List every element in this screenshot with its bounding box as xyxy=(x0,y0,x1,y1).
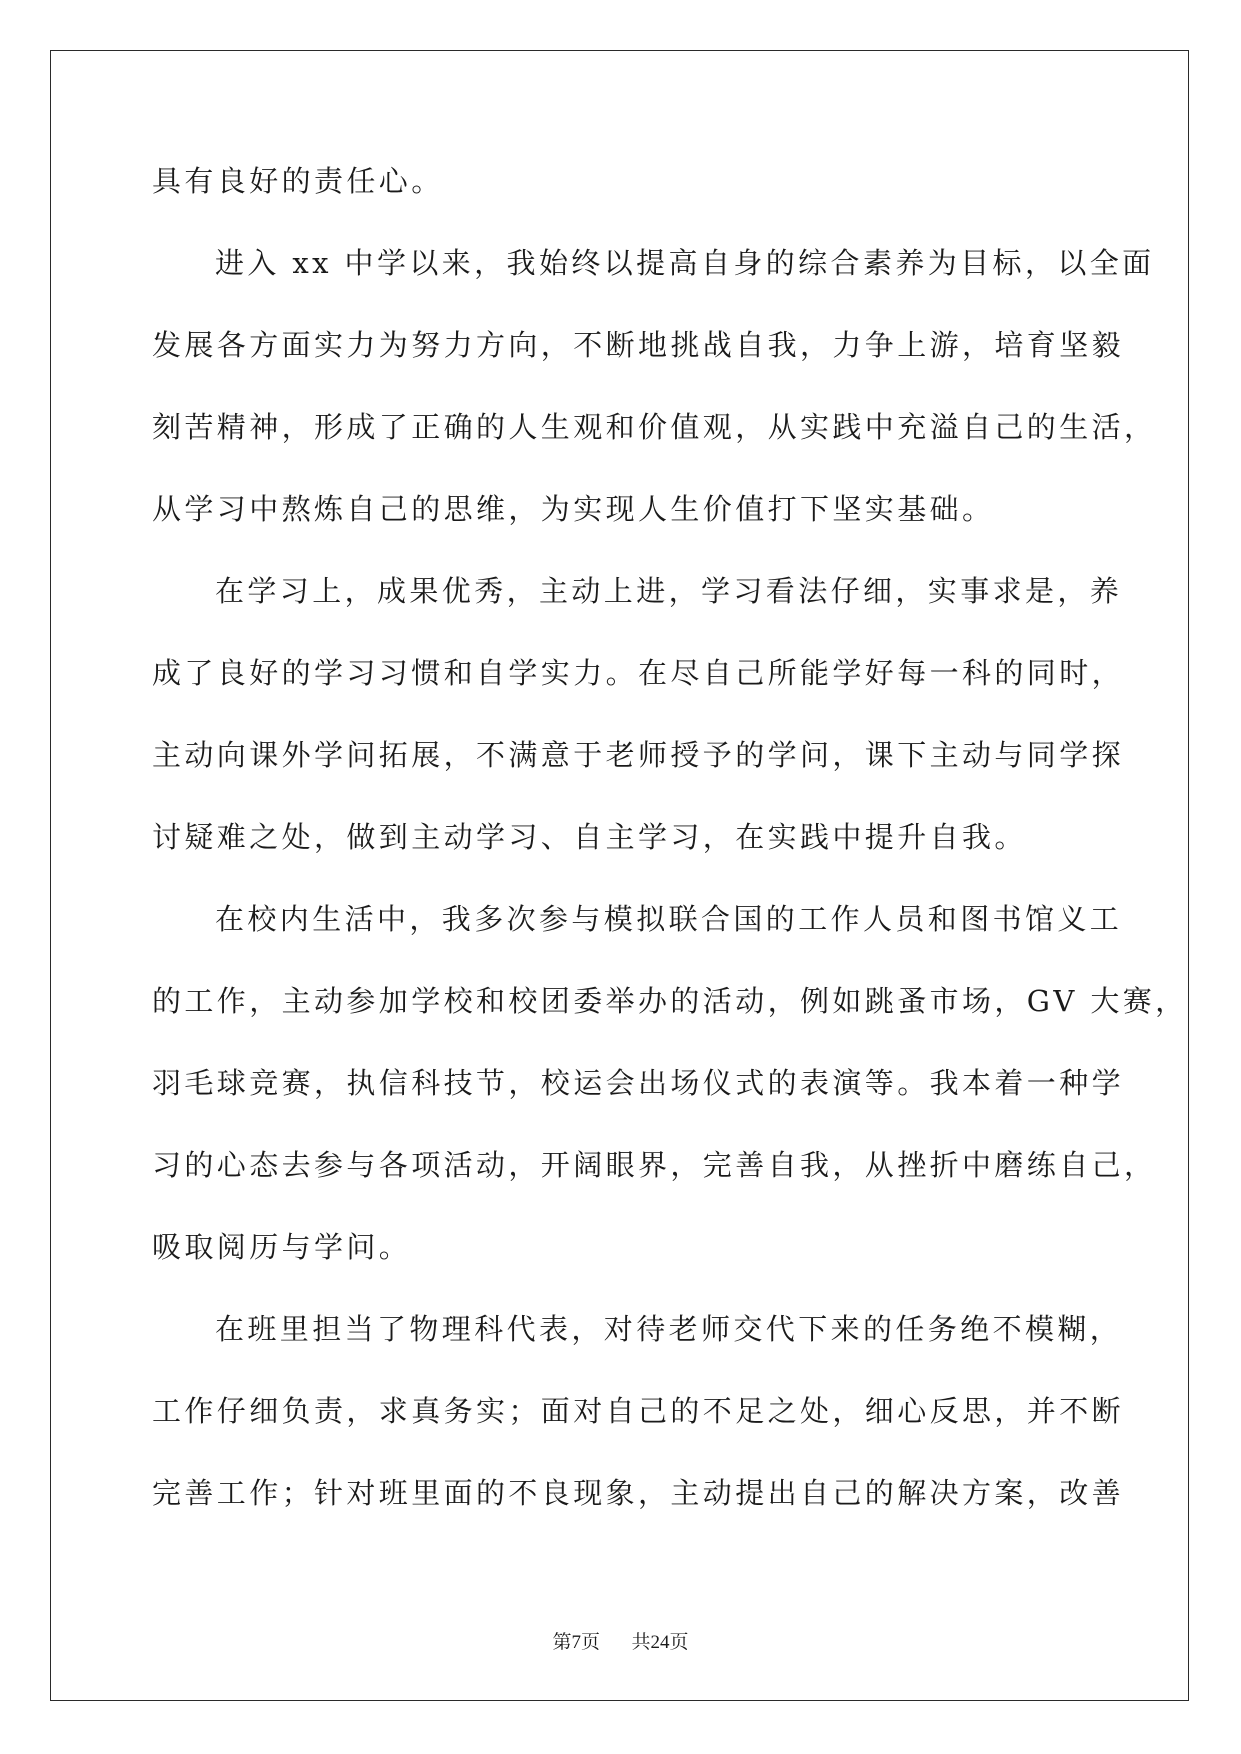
text-line: 在校内生活中，我多次参与模拟联合国的工作人员和图书馆义工 xyxy=(215,902,1123,936)
text-line: 从学习中熬炼自己的思维，为实现人生价值打下坚实基础。 xyxy=(152,492,995,526)
page-number: 第7页 xyxy=(552,1632,600,1653)
text-line: 吸取阅历与学问。 xyxy=(152,1230,412,1264)
text-line: 羽毛球竞赛，执信科技节，校运会出场仪式的表演等。我本着一种学 xyxy=(152,1066,1125,1100)
text-line: 习的心态去参与各项活动，开阔眼界，完善自我，从挫折中磨练自己， xyxy=(152,1148,1157,1182)
text-line: 在班里担当了物理科代表，对待老师交代下来的任务绝不模糊， xyxy=(215,1312,1123,1346)
text-line: 主动向课外学问拓展，不满意于老师授予的学问，课下主动与同学探 xyxy=(152,738,1125,772)
text-line: 完善工作；针对班里面的不良现象，主动提出自己的解决方案，改善 xyxy=(152,1476,1125,1510)
page-footer xyxy=(0,1627,1241,1654)
document-body xyxy=(152,155,1188,1549)
text-line: 讨疑难之处，做到主动学习、自主学习，在实践中提升自我。 xyxy=(152,820,1027,854)
text-line: 进入 xx 中学以来，我始终以提高自身的综合素养为目标，以全面 xyxy=(215,246,1155,280)
text-line: 的工作，主动参加学校和校团委举办的活动，例如跳蚤市场，GV 大赛， xyxy=(152,984,1188,1018)
page-total: 共24页 xyxy=(631,1632,689,1653)
text-line: 在学习上，成果优秀，主动上进，学习看法仔细，实事求是，养 xyxy=(215,574,1123,608)
text-line: 成了良好的学习习惯和自学实力。在尽自己所能学好每一科的同时， xyxy=(152,656,1125,690)
text-line: 刻苦精神，形成了正确的人生观和价值观，从实践中充溢自己的生活， xyxy=(152,410,1157,444)
text-line: 发展各方面实力为努力方向，不断地挑战自我，力争上游，培育坚毅 xyxy=(152,328,1125,362)
text-line: 工作仔细负责，求真务实；面对自己的不足之处，细心反思，并不断 xyxy=(152,1394,1125,1428)
text-line: 具有良好的责任心。 xyxy=(152,164,444,198)
